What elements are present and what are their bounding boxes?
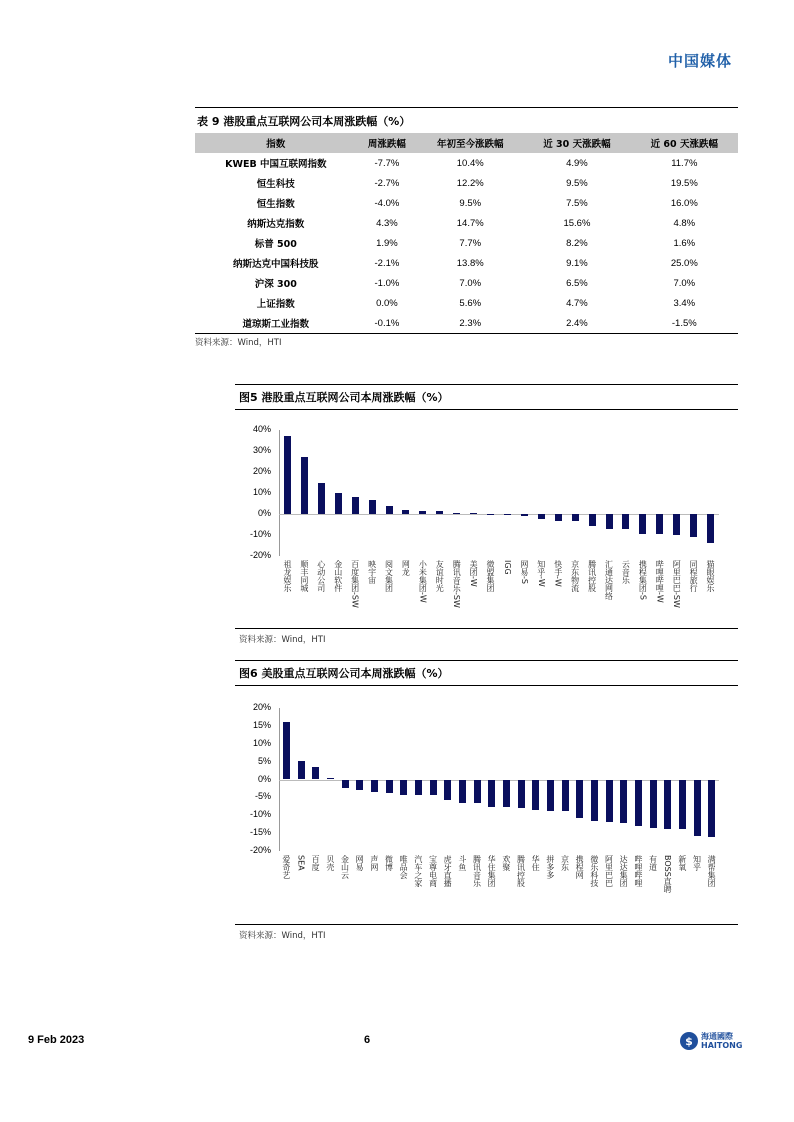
bar <box>444 780 451 800</box>
cell-value: 5.6% <box>459 297 482 309</box>
table-row <box>195 293 738 313</box>
y-tick-label: 5% <box>257 755 271 766</box>
x-tick-label: 网易-S <box>519 560 529 584</box>
bar <box>589 514 596 526</box>
bar <box>298 761 305 780</box>
bar <box>436 511 443 514</box>
bar <box>386 506 393 514</box>
cell-value: 4.7% <box>566 297 588 309</box>
column-header: 年初至今涨跌幅 <box>417 133 523 153</box>
column-header: 近 60 天涨跌幅 <box>631 133 738 153</box>
index-name: 纳斯达克指数 <box>247 219 305 230</box>
x-tick-label: 华住 <box>531 855 541 871</box>
index-performance-table <box>195 107 738 348</box>
table-row <box>195 193 738 213</box>
index-name: 恒生科技 <box>256 179 295 190</box>
x-tick-label: 腾讯控股 <box>587 560 597 592</box>
cell-value: 9.1% <box>566 257 588 269</box>
cell-value: 1.9% <box>376 237 398 249</box>
x-tick-label: 汽车之家 <box>413 855 423 887</box>
bar <box>606 780 613 823</box>
cell-value: 14.7% <box>456 217 484 229</box>
cell-value: 13.8% <box>456 257 484 269</box>
x-tick-label: 声网 <box>369 855 379 871</box>
cell-value: 25.0% <box>670 257 698 269</box>
cell-value: 10.4% <box>456 157 484 169</box>
bar <box>487 514 494 515</box>
cell-value: -1.0% <box>374 277 400 289</box>
index-name: 纳斯达克中国科技股 <box>233 259 319 270</box>
x-tick-label: 百度 <box>311 855 321 871</box>
cell-value: -1.5% <box>671 317 697 329</box>
logo-cn: 海通國際 <box>701 1032 733 1041</box>
bar <box>356 780 363 790</box>
bar <box>532 780 539 810</box>
x-tick-label: 快手-W <box>553 560 563 587</box>
y-tick-label: -10% <box>249 809 271 820</box>
x-tick-label: 猫眼娱乐 <box>706 560 716 592</box>
cell-value: 15.6% <box>563 217 591 229</box>
bar <box>606 514 613 529</box>
cell-value: 0.0% <box>376 297 398 309</box>
cell-value: 3.4% <box>673 297 696 309</box>
table-row <box>195 173 738 193</box>
x-tick-label: IGG <box>502 560 512 575</box>
bar <box>504 514 511 515</box>
bar <box>430 780 437 795</box>
x-tick-label: 贝壳 <box>325 855 335 871</box>
bar <box>453 513 460 514</box>
x-tick-label: 小米集团-W <box>418 560 428 603</box>
bar <box>518 780 525 809</box>
x-tick-label: 同程旅行 <box>689 560 699 592</box>
cell-value: 2.3% <box>459 317 482 329</box>
bar <box>572 514 579 521</box>
page-number: 6 <box>364 1034 371 1046</box>
bar <box>622 514 629 529</box>
bar <box>664 780 671 829</box>
cell-value: -7.7% <box>374 157 400 169</box>
table-row <box>195 233 738 253</box>
table-source: 资料来源：Wind，HTI <box>195 338 282 348</box>
table-row <box>195 273 738 293</box>
cell-value: -2.1% <box>374 257 400 269</box>
bar <box>707 514 714 543</box>
bar <box>620 780 627 824</box>
y-tick-label: 10% <box>252 487 271 497</box>
bar <box>386 780 393 794</box>
x-tick-label: 心动公司 <box>316 560 326 592</box>
table-header-row <box>195 133 738 153</box>
y-tick-label: 20% <box>252 466 271 476</box>
bar <box>708 780 715 838</box>
cell-value: 7.5% <box>566 197 588 209</box>
figure-source: 资料来源：Wind，HTI <box>239 635 326 645</box>
figure-source: 资料来源：Wind，HTI <box>239 931 326 941</box>
figure-title: 图5 港股重点互联网公司本周涨跌幅（%） <box>235 384 738 410</box>
bar <box>318 483 325 515</box>
x-tick-label: 腾讯控股 <box>516 855 526 887</box>
x-tick-label: 映宇宙 <box>367 560 377 584</box>
index-name: 标普 500 <box>254 239 297 250</box>
x-tick-label: 金山软件 <box>333 560 343 592</box>
x-tick-label: 微博 <box>384 855 394 871</box>
cell-value: 4.8% <box>673 217 696 229</box>
cell-value: 1.6% <box>673 237 696 249</box>
x-tick-label: 爱奇艺 <box>281 855 291 879</box>
bar <box>576 780 583 819</box>
x-tick-label: 美团-W <box>469 560 479 587</box>
bar <box>538 514 545 519</box>
index-name: KWEB 中国互联网指数 <box>225 159 327 170</box>
y-tick-label: 30% <box>252 445 271 455</box>
x-tick-label: 阿里巴巴-SW <box>672 560 682 608</box>
bar <box>673 514 680 535</box>
haitong-logo <box>680 1032 742 1050</box>
cell-value: 6.5% <box>566 277 588 289</box>
x-tick-label: 华住集团 <box>487 855 497 887</box>
footer-date: 9 Feb 2023 <box>28 1034 85 1046</box>
x-tick-label: 携程网 <box>575 855 585 879</box>
cell-value: 7.0% <box>673 277 696 289</box>
bar <box>352 497 359 514</box>
x-tick-label: 哔哩哔哩 <box>633 855 643 887</box>
bar-chart <box>235 686 738 924</box>
index-name: 上证指数 <box>256 299 295 310</box>
table-row <box>195 253 738 273</box>
x-tick-label: 百度集团-SW <box>350 560 360 608</box>
bar <box>415 780 422 795</box>
cell-value: 2.4% <box>566 317 588 329</box>
cell-value: 11.7% <box>671 157 698 169</box>
cell-value: 19.5% <box>670 177 698 189</box>
bar <box>488 780 495 807</box>
bar <box>690 514 697 537</box>
data-table <box>195 133 738 333</box>
bar <box>562 780 569 811</box>
bar <box>335 493 342 514</box>
column-header: 周涨跌幅 <box>357 133 418 153</box>
bar <box>400 780 407 795</box>
x-tick-label: 网龙 <box>401 560 411 576</box>
table-body <box>195 153 738 333</box>
index-name: 沪深 300 <box>254 279 297 290</box>
cell-value: 9.5% <box>459 197 482 209</box>
index-name: 道琼斯工业指数 <box>242 319 310 330</box>
figure-6-us-chart <box>235 660 738 945</box>
bar <box>342 780 349 788</box>
bar <box>312 767 319 779</box>
bar <box>369 500 376 514</box>
bar <box>470 513 477 514</box>
bar <box>419 511 426 514</box>
x-tick-label: 京东 <box>560 855 570 871</box>
x-tick-label: 腾讯音乐 <box>472 855 482 887</box>
table-row <box>195 213 738 233</box>
y-tick-label: 20% <box>252 702 271 712</box>
cell-value: 12.2% <box>456 177 484 189</box>
bar <box>679 780 686 830</box>
bar <box>402 510 409 514</box>
y-tick-label: 0% <box>257 508 271 518</box>
y-tick-label: -5% <box>254 791 271 802</box>
cell-value: 8.2% <box>566 237 588 249</box>
x-tick-label: 微乐科技 <box>589 855 599 887</box>
section-header: 中国媒体 <box>667 52 732 70</box>
x-tick-label: 祖龙娱乐 <box>282 560 292 592</box>
bar <box>694 780 701 836</box>
x-tick-label: 金山云 <box>340 855 350 879</box>
x-tick-label: 汇通达网络 <box>604 560 614 600</box>
y-tick-label: 15% <box>252 719 271 730</box>
y-tick-label: -10% <box>249 529 271 539</box>
bar <box>301 457 308 514</box>
cell-value: 7.0% <box>459 277 482 289</box>
bar <box>555 514 562 521</box>
y-tick-label: -15% <box>249 827 271 838</box>
x-tick-label: 哔哩哔哩-W <box>655 560 665 603</box>
cell-value: 4.3% <box>376 217 398 229</box>
x-tick-label: 唯品会 <box>399 855 409 879</box>
y-tick-label: 40% <box>252 424 271 434</box>
x-tick-label: 满帮集团 <box>707 855 717 887</box>
cell-value: -2.7% <box>374 177 400 189</box>
x-tick-label: 新氧 <box>677 855 687 871</box>
bar <box>283 722 290 779</box>
x-tick-label: 京东物流 <box>570 560 580 592</box>
bar <box>474 780 481 803</box>
bar <box>371 780 378 792</box>
x-axis <box>279 514 719 515</box>
table-title: 表 9 港股重点互联网公司本周涨跌幅（%） <box>197 115 411 128</box>
y-tick-label: 10% <box>252 737 271 748</box>
x-tick-label: 微盟集团 <box>486 560 496 592</box>
figure-title: 图6 美股重点互联网公司本周涨跌幅（%） <box>235 660 738 686</box>
x-tick-label: 斗鱼 <box>457 855 467 871</box>
cell-value: 4.9% <box>566 157 588 169</box>
y-axis <box>279 430 280 556</box>
x-tick-label: 宝尊电商 <box>428 855 438 887</box>
column-header: 指数 <box>195 133 357 153</box>
x-tick-label: 拼多多 <box>545 855 555 879</box>
cell-value: -4.0% <box>374 197 400 209</box>
bar <box>656 514 663 534</box>
index-name: 恒生指数 <box>256 199 295 210</box>
cell-value: -0.1% <box>374 317 400 329</box>
bar <box>459 780 466 803</box>
cell-value: 16.0% <box>670 197 698 209</box>
logo-en: HAITONG <box>701 1041 743 1050</box>
x-tick-label: 知乎-W <box>536 560 546 587</box>
x-tick-label: BOSS直聘 <box>663 855 673 893</box>
x-tick-label: 云音乐 <box>621 560 631 584</box>
x-tick-label: 达达集团 <box>619 855 629 887</box>
bar <box>327 778 334 779</box>
bar-chart <box>235 410 738 628</box>
x-tick-label: 有道 <box>648 855 658 871</box>
x-tick-label: 阅文集团 <box>384 560 394 592</box>
bar <box>284 436 291 514</box>
bar <box>650 780 657 828</box>
bar <box>503 780 510 808</box>
x-tick-label: 友谊时光 <box>435 560 445 592</box>
x-tick-label: 网易 <box>355 855 365 871</box>
y-tick-label: -20% <box>249 845 271 855</box>
bar <box>547 780 554 811</box>
bar <box>591 780 598 822</box>
bar <box>521 514 528 516</box>
x-tick-label: 腾讯音乐-SW <box>452 560 462 608</box>
x-tick-label: 欢聚 <box>501 855 511 871</box>
x-tick-label: SEA <box>296 855 306 871</box>
column-header: 近 30 天涨跌幅 <box>523 133 630 153</box>
table-row <box>195 153 738 173</box>
cell-value: 7.7% <box>459 237 482 249</box>
bar <box>639 514 646 534</box>
haitong-logo-icon: $ <box>680 1032 698 1050</box>
x-tick-label: 携程集团-S <box>638 560 648 600</box>
y-tick-label: 0% <box>257 773 271 784</box>
bar <box>635 780 642 827</box>
table-row <box>195 313 738 333</box>
x-tick-label: 虎牙直播 <box>443 855 453 887</box>
figure-5-hk-chart <box>235 384 738 649</box>
x-tick-label: 阿里巴巴 <box>604 855 614 887</box>
x-tick-label: 知乎 <box>692 855 702 871</box>
x-tick-label: 顺丰同城 <box>299 560 309 592</box>
cell-value: 9.5% <box>566 177 588 189</box>
y-tick-label: -20% <box>249 550 271 560</box>
